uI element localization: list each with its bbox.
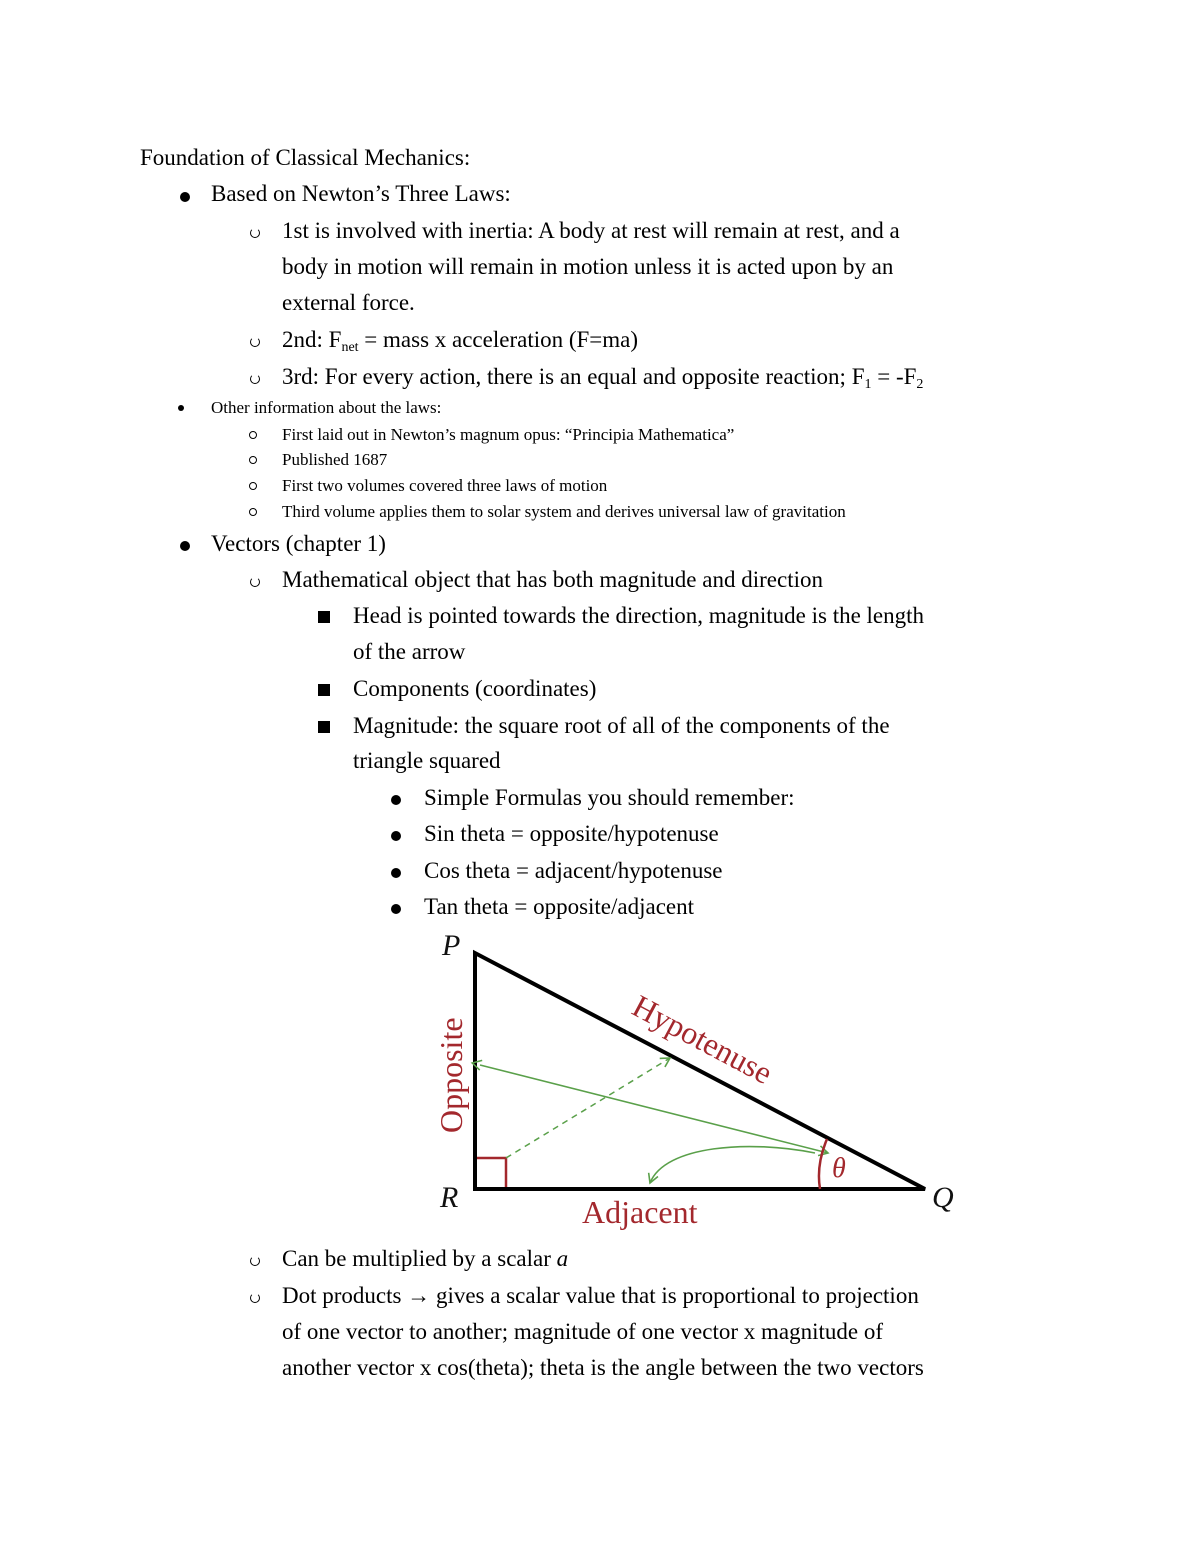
law3-text-mid: = -F (871, 364, 917, 389)
other-heading: Other information about the laws: (211, 398, 442, 417)
newton-heading: Based on Newton’s Three Laws: (211, 181, 511, 206)
law3-subscript-1: 1 (864, 377, 872, 392)
dot-product-line3: another vector x cos(theta); theta is the angle between the two vectors (282, 1355, 924, 1380)
right-triangle-diagram (420, 925, 980, 1235)
square-bullet-icon (318, 684, 330, 696)
bullet-icon (391, 868, 401, 878)
ring-bullet-icon (250, 374, 260, 384)
ring-bullet-icon (250, 228, 260, 238)
label-hypotenuse: Hypotenuse (626, 987, 779, 1091)
angle-arc (819, 1139, 827, 1189)
triangle-shape (475, 953, 925, 1189)
vector-head-line2: of the arrow (353, 639, 466, 664)
label-theta: θ (832, 1153, 846, 1184)
law1-line1: 1st is involved with inertia: A body at rest will remain at rest, and a (282, 218, 900, 243)
law3-text: 3rd: For every action, there is an equal and opposite reaction; F (282, 364, 865, 389)
law2-subscript: net (341, 340, 359, 355)
other-item: Third volume applies them to solar system and derives universal law of gravitation (282, 502, 846, 521)
vector-head-line1: Head is pointed towards the direction, magnitude is the length (353, 603, 925, 628)
bullet-icon (180, 541, 190, 551)
ring-bullet-icon (249, 456, 257, 464)
bullet-icon (391, 904, 401, 914)
scalar-multiply (282, 1245, 568, 1273)
dot-product-line2: of one vector to another; magnitude of one vector x magnitude of (282, 1319, 883, 1344)
ring-bullet-icon (250, 337, 260, 347)
law2-text: 2nd: F (282, 327, 342, 352)
vector-components: Components (coordinates) (353, 676, 597, 701)
other-item: Published 1687 (282, 450, 388, 469)
curved-arrow (650, 1147, 815, 1183)
vertex-q: Q (932, 1181, 954, 1214)
bullet-icon (391, 795, 401, 805)
law3 (282, 363, 923, 391)
vector-magnitude-line1: Magnitude: the square root of all of the components of the (353, 713, 890, 738)
label-adjacent: Adjacent (582, 1194, 698, 1230)
other-item: First laid out in Newton’s magnum opus: “Principia Mathematica” (282, 425, 735, 444)
scalar-variable: a (556, 1246, 569, 1271)
ring-bullet-icon (249, 482, 257, 490)
label-opposite: Opposite (433, 1017, 469, 1133)
right-angle-marker (475, 1158, 506, 1189)
bullet-icon (178, 405, 184, 411)
formula-item: Sin theta = opposite/hypotenuse (424, 821, 719, 846)
formula-item: Simple Formulas you should remember: (424, 785, 795, 810)
scalar-text: Can be multiplied by a scalar (282, 1246, 557, 1271)
law2-text-rest: = mass x acceleration (F=ma) (358, 327, 639, 352)
page-title: Foundation of Classical Mechanics: (140, 145, 471, 170)
ring-bullet-icon (250, 1293, 260, 1303)
formula-item: Tan theta = opposite/adjacent (424, 894, 695, 919)
law2 (282, 326, 638, 354)
dashed-vector-arrow (506, 1058, 670, 1158)
square-bullet-icon (318, 721, 330, 733)
formula-item: Cos theta = adjacent/hypotenuse (424, 858, 723, 883)
vector-magnitude-line2: triangle squared (353, 748, 501, 773)
other-item: First two volumes covered three laws of motion (282, 476, 608, 495)
vector-definition: Mathematical object that has both magnitude and direction (282, 567, 823, 592)
law1-line3: external force. (282, 290, 415, 315)
vectors-heading: Vectors (chapter 1) (211, 531, 386, 556)
dot-product-line1: Dot products → gives a scalar value that is proportional to projection (282, 1283, 919, 1308)
ring-bullet-icon (249, 508, 257, 516)
vertex-r: R (440, 1181, 459, 1214)
ring-bullet-icon (250, 1256, 260, 1266)
law3-subscript-2: 2 (916, 377, 924, 392)
bullet-icon (391, 831, 401, 841)
bullet-icon (180, 192, 190, 202)
ring-bullet-icon (249, 431, 257, 439)
ring-bullet-icon (250, 577, 260, 587)
square-bullet-icon (318, 611, 330, 623)
law1-line2: body in motion will remain in motion unless it is acted upon by an (282, 254, 894, 279)
vertex-p: P (442, 929, 461, 962)
